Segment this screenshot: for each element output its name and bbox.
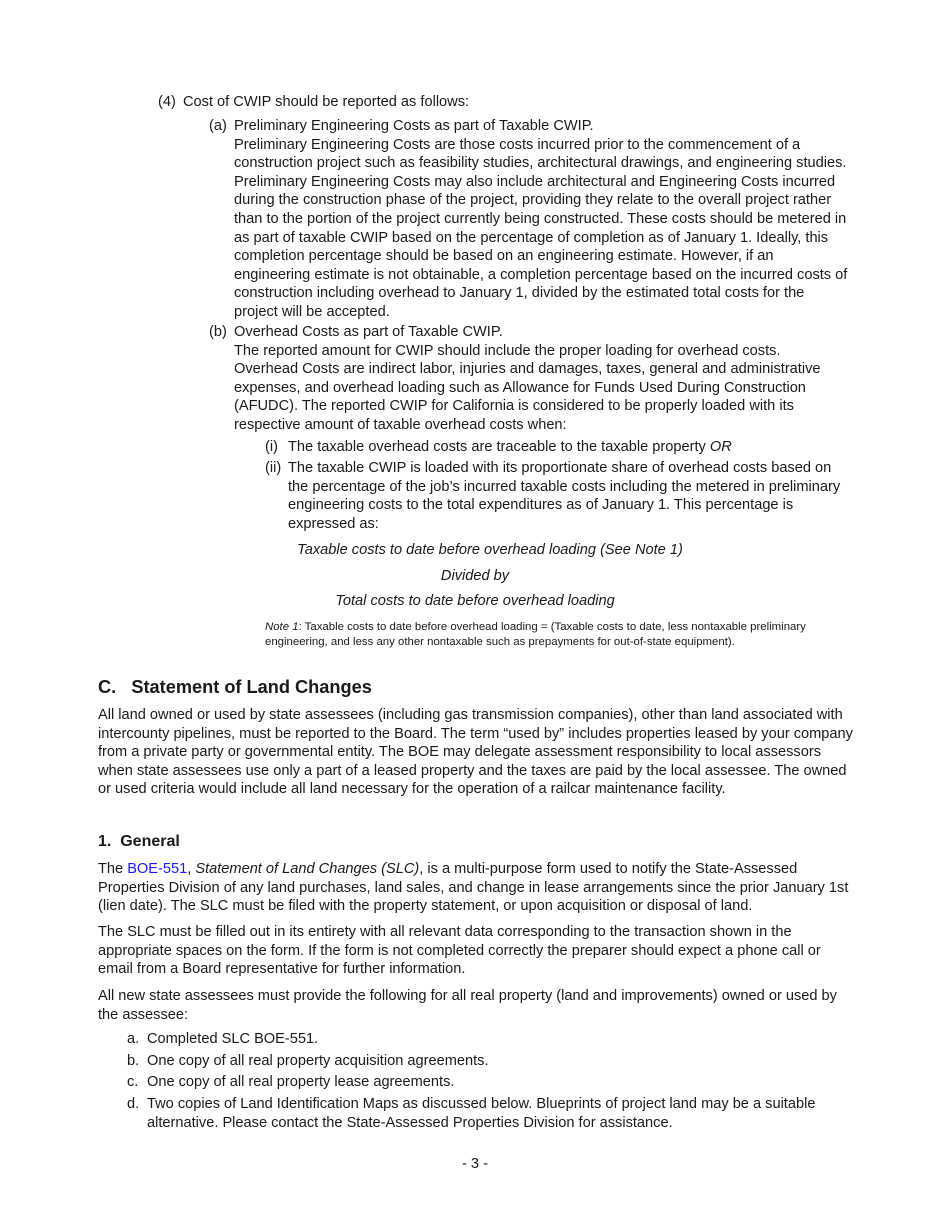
item-4 [158,93,176,112]
general-p1-pre: The [98,861,128,877]
list-item-d-label: d. [127,1096,140,1112]
boe-551-link[interactable]: BOE-551 [127,861,188,877]
item-i-text: The taxable overhead costs are traceable to the taxable property [288,439,706,455]
item-a-body: Preliminary Engineering Costs are those costs incurred prior to the commencement of a construction project such as feasibility studies, architectural drawings, and engineering studies. Preliminary Engineering Costs may also include architectural and Engineering Costs incurred during the construction phase of the project, providing they relate to the overall project rather than to the portion of the project currently being constructed. These costs should be metered in as part of taxable CWIP based on the percentage of completion as of January 1. Ideally, this completion percentage should be based on an engineering estimate. However, if an engineering estimate is not obtainable, a completion percentage based on the incurred costs of construction including overhead to January 1, divided by the estimated total costs for the project will be accepted. [234,136,848,320]
item-b-body: The reported amount for CWIP should include the proper loading for overhead costs. Overhead Costs are indirect labor, injuries and damages, taxes, general and administrative expenses, and overhead loading such as Allowance for Funds Used During Construction (AFUDC). The reported CWIP for California is considered to be properly loaded with its respective amount of taxable overhead costs when: [234,342,821,433]
general-p1-post: , is a multi-purpose form used to notify the State-Assessed Properties Division of any land purchases, land sales, and change in lease arrangements since the prior January 1st (lien date). The SLC must be filed with the property statement, or upon acquisition or disposal of land. [98,861,849,915]
item-a-title: Preliminary Engineering Costs as part of Taxable CWIP. [234,118,594,134]
item-b-label: (b) [209,324,227,340]
general-paragraph-1 [98,860,854,916]
slc-title: Statement of Land Changes (SLC) [195,861,420,877]
general-heading: 1. General [98,833,180,850]
item-b-title: Overhead Costs as part of Taxable CWIP. [234,324,503,340]
item-4-label: (4) [158,94,176,110]
page-number: - 3 - [462,1156,488,1172]
item-ii-text: The taxable CWIP is loaded with its proportionate share of overhead costs based on the percentage of the job’s incurred taxable costs including the metered in preliminary engineering costs to the total expenditures as of January 1. This percentage is expressed as: [288,460,841,532]
item-i [288,438,858,457]
list-item-d: Two copies of Land Identification Maps as discussed below. Blueprints of project land may be a suitable alternative. Please contact the State-Assessed Properties Division for assistance. [147,1096,816,1131]
item-4-text: Cost of CWIP should be reported as follows: [183,94,470,110]
list-item-a: Completed SLC BOE-551. [147,1031,319,1047]
list-item-a-label: a. [127,1031,140,1047]
formula-numerator: Taxable costs to date before overhead loading (See Note 1) [297,542,683,558]
section-c-body: All land owned or used by state assessees (including gas transmission companies), other than land associated with intercounty pipelines, must be reported to the Board. The term “used by” includes properties leased by your company from a private party or governmental entity. The BOE may delegate assessment responsibility to local assessors when state assessees use only a part of a leased property and the taxes are paid by the local assessee. The owned or used criteria would include all land necessary for the operation of a railcar maintenance facility. [98,707,853,798]
general-paragraph-3: All new state assessees must provide the following for all real property (land and improvements) owned or used by the assessee: [98,988,837,1023]
note-1 [265,620,861,650]
formula-divided-by: Divided by [440,568,510,584]
general-paragraph-2: The SLC must be filled out in its entirety with all relevant data corresponding to the transaction shown in the appropriate spaces on the form. If the form is not completed correctly the preparer should expect a phone call or email from a Board representative for further information. [98,924,821,978]
item-a [234,117,852,322]
item-i-label: (i) [265,439,278,455]
note-1-text: : Taxable costs to date before overhead loading = (Taxable costs to date, less nontaxable preliminary engineering, and less any other nontaxable such as prepayments for out-of-state equipment). [265,621,806,648]
formula-denominator: Total costs to date before overhead loading [335,593,615,609]
general-p1-mid: , [187,861,196,877]
item-ii-label: (ii) [265,460,282,476]
list-item-c-label: c. [127,1074,139,1090]
list-item-b-label: b. [127,1053,140,1069]
list-item-c: One copy of all real property lease agreements. [147,1074,455,1090]
item-a-label: (a) [209,118,227,134]
list-item-b: One copy of all real property acquisition agreements. [147,1053,489,1069]
note-1-label: Note 1 [265,621,299,633]
section-c-heading: C. Statement of Land Changes [98,677,372,697]
item-b [234,323,834,435]
item-i-or: OR [709,439,732,455]
